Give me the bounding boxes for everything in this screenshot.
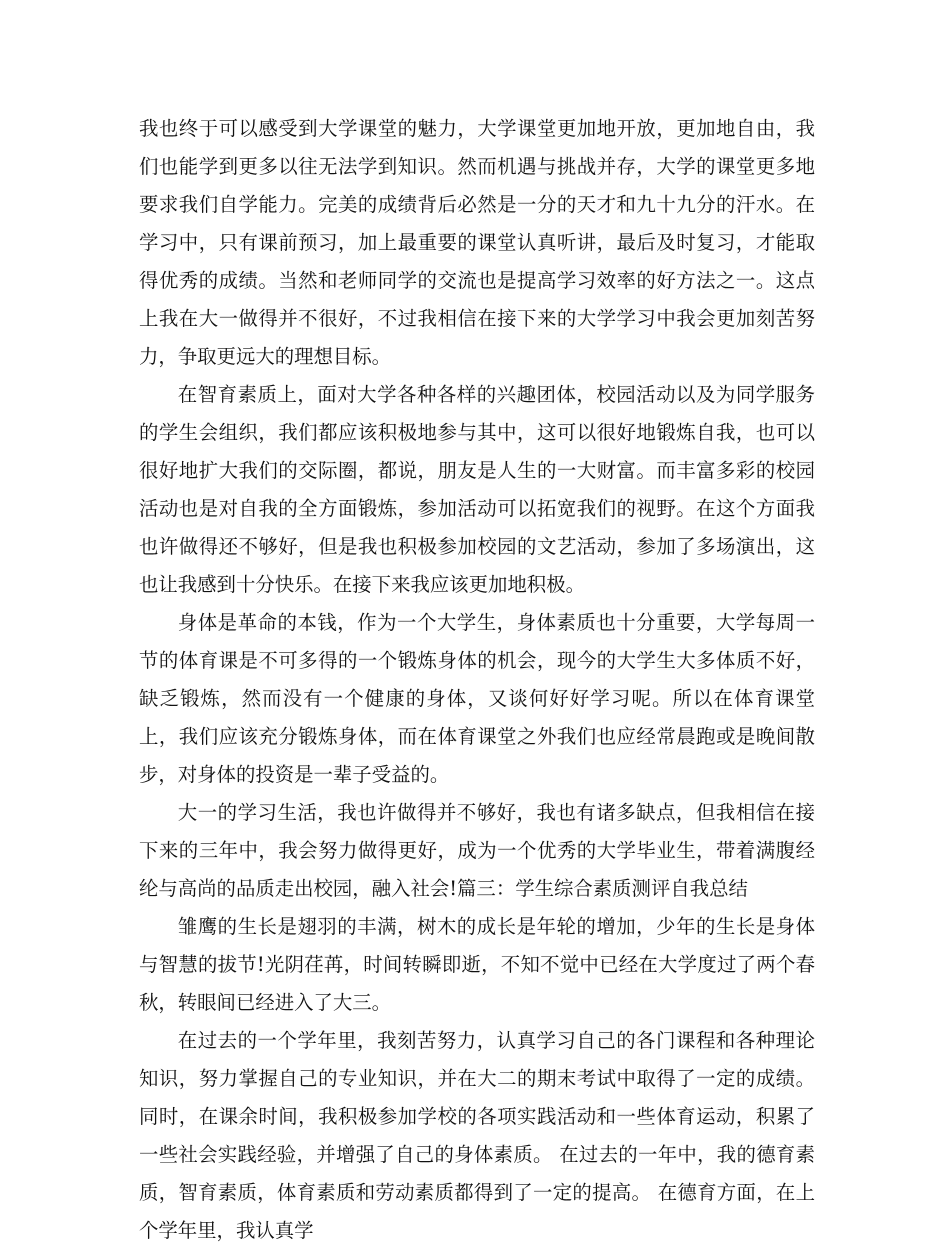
paragraph-3: 身体是革命的本钱，作为一个大学生，身体素质也十分重要，大学每周一节的体育课是不可多得的一个锻炼身体的机会，现今的大学生大多体质不好，缺乏锻炼，然而没有一个健康的身体，又谈何好好学习呢。所以在体育课堂上，我们应该充分锻炼身体，而在体育课堂之外我们也应经常晨跑或是晚间散步，对身体的投资是一辈子受益的。 (139, 611, 815, 786)
document-body (139, 110, 815, 1250)
paragraph-4: 大一的学习生活，我也许做得并不够好，我也有诸多缺点，但我相信在接下来的三年中，我会努力做得更好，成为一个优秀的大学毕业生，带着满腹经纶与高尚的品质走出校园，融入社会!篇三：学生综合素质测评自我总结 (139, 801, 815, 900)
paragraph-2: 在智育素质上，面对大学各种各样的兴趣团体，校园活动以及为同学服务的学生会组织，我们都应该积极地参与其中，这可以很好地锻炼自我，也可以很好地扩大我们的交际圈，都说，朋友是人生的一大财富。而丰富多彩的校园活动也是对自我的全方面锻炼，参加活动可以拓宽我们的视野。在这个方面我也许做得还不够好，但是我也积极参加校园的文艺活动，参加了多场演出，这也让我感到十分快乐。在接下来我应该更加地积极。 (139, 383, 815, 596)
paragraph-5: 雏鹰的生长是翅羽的丰满，树木的成长是年轮的增加，少年的生长是身体与智慧的拔节!光阴荏苒，时间转瞬即逝，不知不觉中已经在大学度过了两个春秋，转眼间已经进入了大三。 (139, 915, 815, 1014)
paragraph-6: 在过去的一个学年里，我刻苦努力，认真学习自己的各门课程和各种理论知识，努力掌握自己的专业知识，并在大二的期末考试中取得了一定的成绩。同时，在课余时间，我积极参加学校的各项实践活动和一些体育运动，积累了一些社会实践经验，并增强了自己的身体素质。 在过去的一年中，我的德育素质，智育素质，体育素质和劳动素质都得到了一定的提高。 在德育方面，在上个学年里，我认真学 (139, 1029, 815, 1242)
paragraph-1: 我也终于可以感受到大学课堂的魅力，大学课堂更加地开放，更加地自由，我们也能学到更多以往无法学到知识。然而机遇与挑战并存，大学的课堂更多地要求我们自学能力。完美的成绩背后必然是一分的天才和九十九分的汗水。在学习中，只有课前预习，加上最重要的课堂认真听讲，最后及时复习，才能取得优秀的成绩。当然和老师同学的交流也是提高学习效率的好方法之一。这点上我在大一做得并不很好，不过我相信在接下来的大学学习中我会更加刻苦努力，争取更远大的理想目标。 (139, 117, 815, 368)
